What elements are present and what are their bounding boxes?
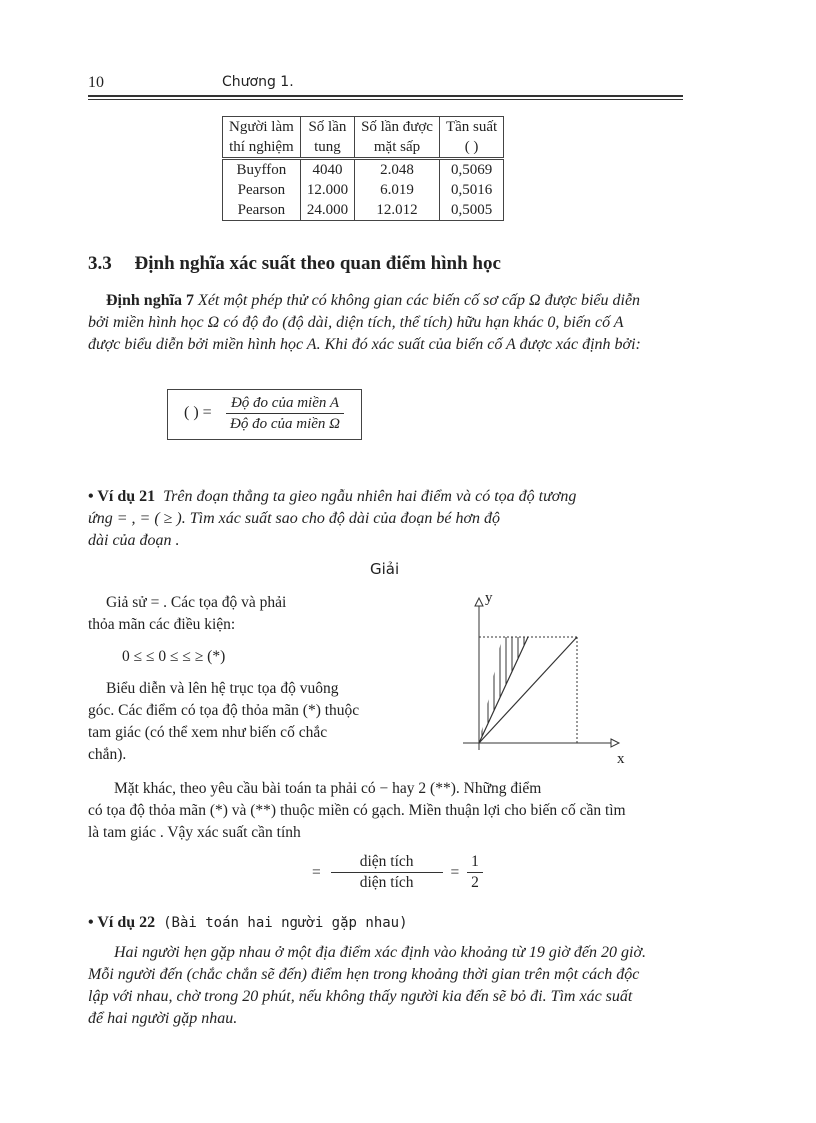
- area-fraction: [331, 852, 443, 893]
- example-text: Trên đoạn thẳng ta gieo ngẫu nhiên hai điểm và có tọa độ tương: [163, 488, 577, 505]
- solution-text: Biểu diễn và lên hệ trục tọa độ vuông: [106, 680, 339, 697]
- result-numerator: 1: [467, 852, 483, 873]
- example-text: dài của đoạn .: [88, 532, 180, 549]
- example-text: Hai người hẹn gặp nhau ở một địa điểm xác định vào khoảng từ 19 giờ đến 20 giờ.: [114, 944, 646, 961]
- x-axis-label: x: [617, 751, 625, 767]
- table-header-cell: mặt sấp: [355, 137, 440, 159]
- table-cell: Pearson: [223, 200, 301, 221]
- table-header-cell: tung: [300, 137, 354, 159]
- coordinate-graph: [455, 590, 635, 770]
- table-cell: Buyffon: [223, 159, 301, 181]
- bullet: •: [88, 914, 98, 931]
- example-text: lập với nhau, chờ trong 20 phút, nếu không thấy người kia đến sẽ bỏ đi. Tìm xác suất: [88, 988, 633, 1005]
- solution-text: Giả sử = . Các tọa độ và phải: [106, 594, 287, 611]
- formula-lhs: ( ) =: [184, 404, 212, 421]
- probability-formula: [312, 852, 483, 893]
- formula-equals: =: [450, 863, 460, 881]
- table-cell: 12.000: [300, 180, 354, 200]
- section-number: 3.3: [88, 253, 112, 274]
- solution-paragraph: [88, 778, 698, 844]
- solution-text: chắn).: [88, 746, 127, 763]
- y-arrow-icon: [475, 598, 483, 606]
- definition-formula-box: [167, 389, 362, 440]
- y-axis-label: y: [485, 590, 493, 606]
- solution-text: góc. Các điểm có tọa độ thỏa mãn (*) thuộc: [88, 702, 360, 719]
- bullet: •: [88, 488, 98, 505]
- table-cell: 0,5016: [439, 180, 503, 200]
- table-header-cell: Tần suất: [439, 117, 503, 138]
- table-cell: Pearson: [223, 180, 301, 200]
- table-header-cell: Số lần: [300, 117, 354, 138]
- example-label: Ví dụ 21: [97, 488, 156, 505]
- header-rule: [88, 95, 683, 97]
- table-cell: 0,5005: [439, 200, 503, 221]
- example-text: ứng = , = ( ≥ ). Tìm xác suất sao cho độ dài của đoạn bé hơn độ: [88, 510, 501, 527]
- solution-text: thỏa mãn các điều kiện:: [88, 616, 236, 633]
- solution-text: có tọa độ thỏa mãn (*) và (**) thuộc miền có gạch. Miền thuận lợi cho biến cố cần tìm: [88, 802, 626, 819]
- table-cell: 24.000: [300, 200, 354, 221]
- solution-title: Giải: [370, 560, 400, 578]
- table-header-cell: thí nghiệm: [223, 137, 301, 159]
- section-heading: [88, 253, 501, 275]
- area-denominator: diện tích: [359, 874, 414, 891]
- area-numerator: diện tích: [331, 852, 443, 873]
- table-header-row: [223, 117, 504, 138]
- table-header-cell: ( ): [439, 137, 503, 159]
- table-header-cell: Số lần được: [355, 117, 440, 138]
- definition-label: Định nghĩa 7: [106, 292, 195, 309]
- section-title: Định nghĩa xác suất theo quan điểm hình học: [134, 253, 501, 274]
- example-21: [88, 486, 698, 552]
- solution-text: Mặt khác, theo yêu cầu bài toán ta phải có − hay 2 (**). Những điểm: [114, 780, 542, 797]
- table-cell: 0,5069: [439, 159, 503, 181]
- definition-text: Xét một phép thử có không gian các biến cố sơ cấp Ω được biểu diễn: [198, 292, 641, 309]
- table-cell: 4040: [300, 159, 354, 181]
- solution-column: [88, 592, 398, 766]
- result-denominator: 2: [471, 874, 479, 891]
- x-arrow-icon: [611, 739, 619, 747]
- definition-text: được biểu diễn bởi miền hình học A. Khi đó xác suất của biến cố A được xác định bởi:: [88, 336, 641, 353]
- table-header-row: [223, 137, 504, 159]
- example-text: Mỗi người đến (chắc chắn sẽ đến) điểm hẹn trong khoảng thời gian trên một cách độc: [88, 966, 640, 983]
- example-text: để hai người gặp nhau.: [88, 1010, 238, 1027]
- table-cell: 6.019: [355, 180, 440, 200]
- formula-numerator: Độ đo của miền A: [226, 393, 344, 414]
- example-subtitle: (Bài toán hai người gặp nhau): [163, 915, 408, 931]
- table-header-cell: Người làm: [223, 117, 301, 138]
- formula-equals: =: [312, 863, 321, 881]
- formula-denominator: Độ đo của miền Ω: [230, 416, 340, 432]
- solution-text: là tam giác . Vậy xác suất cần tính: [88, 824, 301, 841]
- frequency-table: [222, 116, 504, 221]
- header-rule-thin: [88, 99, 683, 100]
- page-number: 10: [88, 74, 104, 91]
- example-22: [88, 912, 698, 1030]
- definition-text: bởi miền hình học Ω có độ đo (độ dài, diện tích, thể tích) hữu hạn khác 0, biến cố A: [88, 314, 624, 331]
- solution-text: tam giác (có thể xem như biến cố chắc: [88, 724, 328, 741]
- running-header: Chương 1.: [222, 74, 294, 90]
- table-cell: 2.048: [355, 159, 440, 181]
- table-row: [223, 200, 504, 221]
- example-label: Ví dụ 22: [97, 914, 156, 931]
- table-cell: 12.012: [355, 200, 440, 221]
- solution-conditions: 0 ≤ ≤ 0 ≤ ≤ ≥ (*): [122, 648, 226, 665]
- formula-fraction: [226, 393, 344, 434]
- table-row: [223, 180, 504, 200]
- table-row: [223, 159, 504, 181]
- result-fraction: [467, 852, 483, 893]
- definition-block: [88, 290, 688, 356]
